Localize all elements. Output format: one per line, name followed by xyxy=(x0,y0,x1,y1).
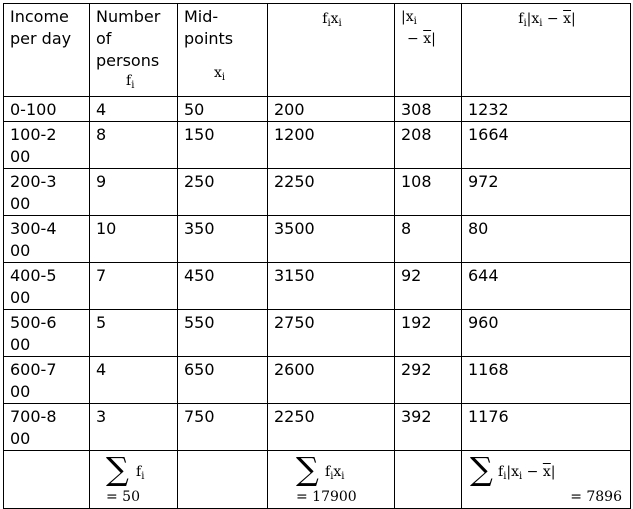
header-fx: $f_ix_i$ xyxy=(268,4,395,97)
table-row xyxy=(4,310,631,357)
cell-fx: 2600 xyxy=(268,357,395,404)
cell-x: 250 xyxy=(178,169,268,216)
total-fdev xyxy=(462,451,631,509)
cell-f: 3 xyxy=(90,404,178,451)
cell-income: 100-200 xyxy=(4,122,90,169)
total-fx-expr: $f_ix_i$ xyxy=(325,464,345,482)
header-f-deviation: $f_i|x_i - \overline{x}|$ xyxy=(462,4,631,97)
total-empty-5 xyxy=(395,451,462,509)
cell-fx: 1200 xyxy=(268,122,395,169)
cell-income: 400-500 xyxy=(4,263,90,310)
cell-f: 4 xyxy=(90,97,178,122)
cell-f: 9 xyxy=(90,169,178,216)
table-row xyxy=(4,216,631,263)
cell-income: 300-400 xyxy=(4,216,90,263)
total-empty-1 xyxy=(4,451,90,509)
cell-fdev: 644 xyxy=(462,263,631,310)
table-row xyxy=(4,263,631,310)
table-row xyxy=(4,122,631,169)
totals-row xyxy=(4,451,631,509)
cell-x: 750 xyxy=(178,404,268,451)
cell-f: 8 xyxy=(90,122,178,169)
cell-x: 550 xyxy=(178,310,268,357)
cell-x: 350 xyxy=(178,216,268,263)
cell-fdev: 1176 xyxy=(462,404,631,451)
total-fx xyxy=(268,451,395,509)
table-row xyxy=(4,97,631,122)
total-fdev-expr: $f_i|x_i - \overline{x}|$ xyxy=(498,464,556,482)
cell-f: 7 xyxy=(90,263,178,310)
total-f xyxy=(90,451,178,509)
cell-income: 600-700 xyxy=(4,357,90,404)
total-f-value: = 50 xyxy=(106,489,140,505)
cell-dev: 392 xyxy=(395,404,462,451)
total-fx-value: = 17900 xyxy=(296,489,357,505)
cell-x: 50 xyxy=(178,97,268,122)
sigma-symbol: ∑ xyxy=(296,450,319,488)
cell-fx: 3500 xyxy=(268,216,395,263)
cell-fx: 2750 xyxy=(268,310,395,357)
total-f-expr: $f_i$ xyxy=(136,464,145,482)
cell-dev: 308 xyxy=(395,97,462,122)
cell-fdev: 972 xyxy=(462,169,631,216)
cell-fx: 3150 xyxy=(268,263,395,310)
sigma-symbol: ∑ xyxy=(106,450,129,488)
header-deviation: $|x_i$ − $\overline{x}|$ xyxy=(395,4,462,97)
frequency-table xyxy=(3,3,631,509)
cell-fdev: 1168 xyxy=(462,357,631,404)
cell-dev: 8 xyxy=(395,216,462,263)
cell-fdev: 960 xyxy=(462,310,631,357)
cell-x: 150 xyxy=(178,122,268,169)
cell-income: 500-600 xyxy=(4,310,90,357)
cell-f: 10 xyxy=(90,216,178,263)
sigma-symbol: ∑ xyxy=(470,450,493,488)
header-row xyxy=(4,4,631,97)
cell-x: 450 xyxy=(178,263,268,310)
cell-fx: 200 xyxy=(268,97,395,122)
header-persons-symbol: $f_i$ xyxy=(126,73,135,91)
cell-f: 4 xyxy=(90,357,178,404)
cell-fdev: 1232 xyxy=(462,97,631,122)
cell-dev: 208 xyxy=(395,122,462,169)
total-empty-3 xyxy=(178,451,268,509)
cell-dev: 292 xyxy=(395,357,462,404)
table-row xyxy=(4,404,631,451)
cell-income: 200-300 xyxy=(4,169,90,216)
cell-dev: 108 xyxy=(395,169,462,216)
table-row xyxy=(4,169,631,216)
cell-fx: 2250 xyxy=(268,169,395,216)
cell-fdev: 1664 xyxy=(462,122,631,169)
total-fdev-value: = 7896 xyxy=(570,489,622,505)
cell-fx: 2250 xyxy=(268,404,395,451)
header-mid-symbol: $x_i$ xyxy=(214,65,226,83)
table-row xyxy=(4,357,631,404)
cell-income: 700-800 xyxy=(4,404,90,451)
header-income: Income per day xyxy=(4,4,90,97)
cell-fdev: 80 xyxy=(462,216,631,263)
cell-income: 0-100 xyxy=(4,97,90,122)
header-midpoints: Mid-points $x_i$ xyxy=(178,4,268,97)
cell-dev: 192 xyxy=(395,310,462,357)
cell-dev: 92 xyxy=(395,263,462,310)
cell-x: 650 xyxy=(178,357,268,404)
header-persons: Number of persons $f_i$ xyxy=(90,4,178,97)
cell-f: 5 xyxy=(90,310,178,357)
